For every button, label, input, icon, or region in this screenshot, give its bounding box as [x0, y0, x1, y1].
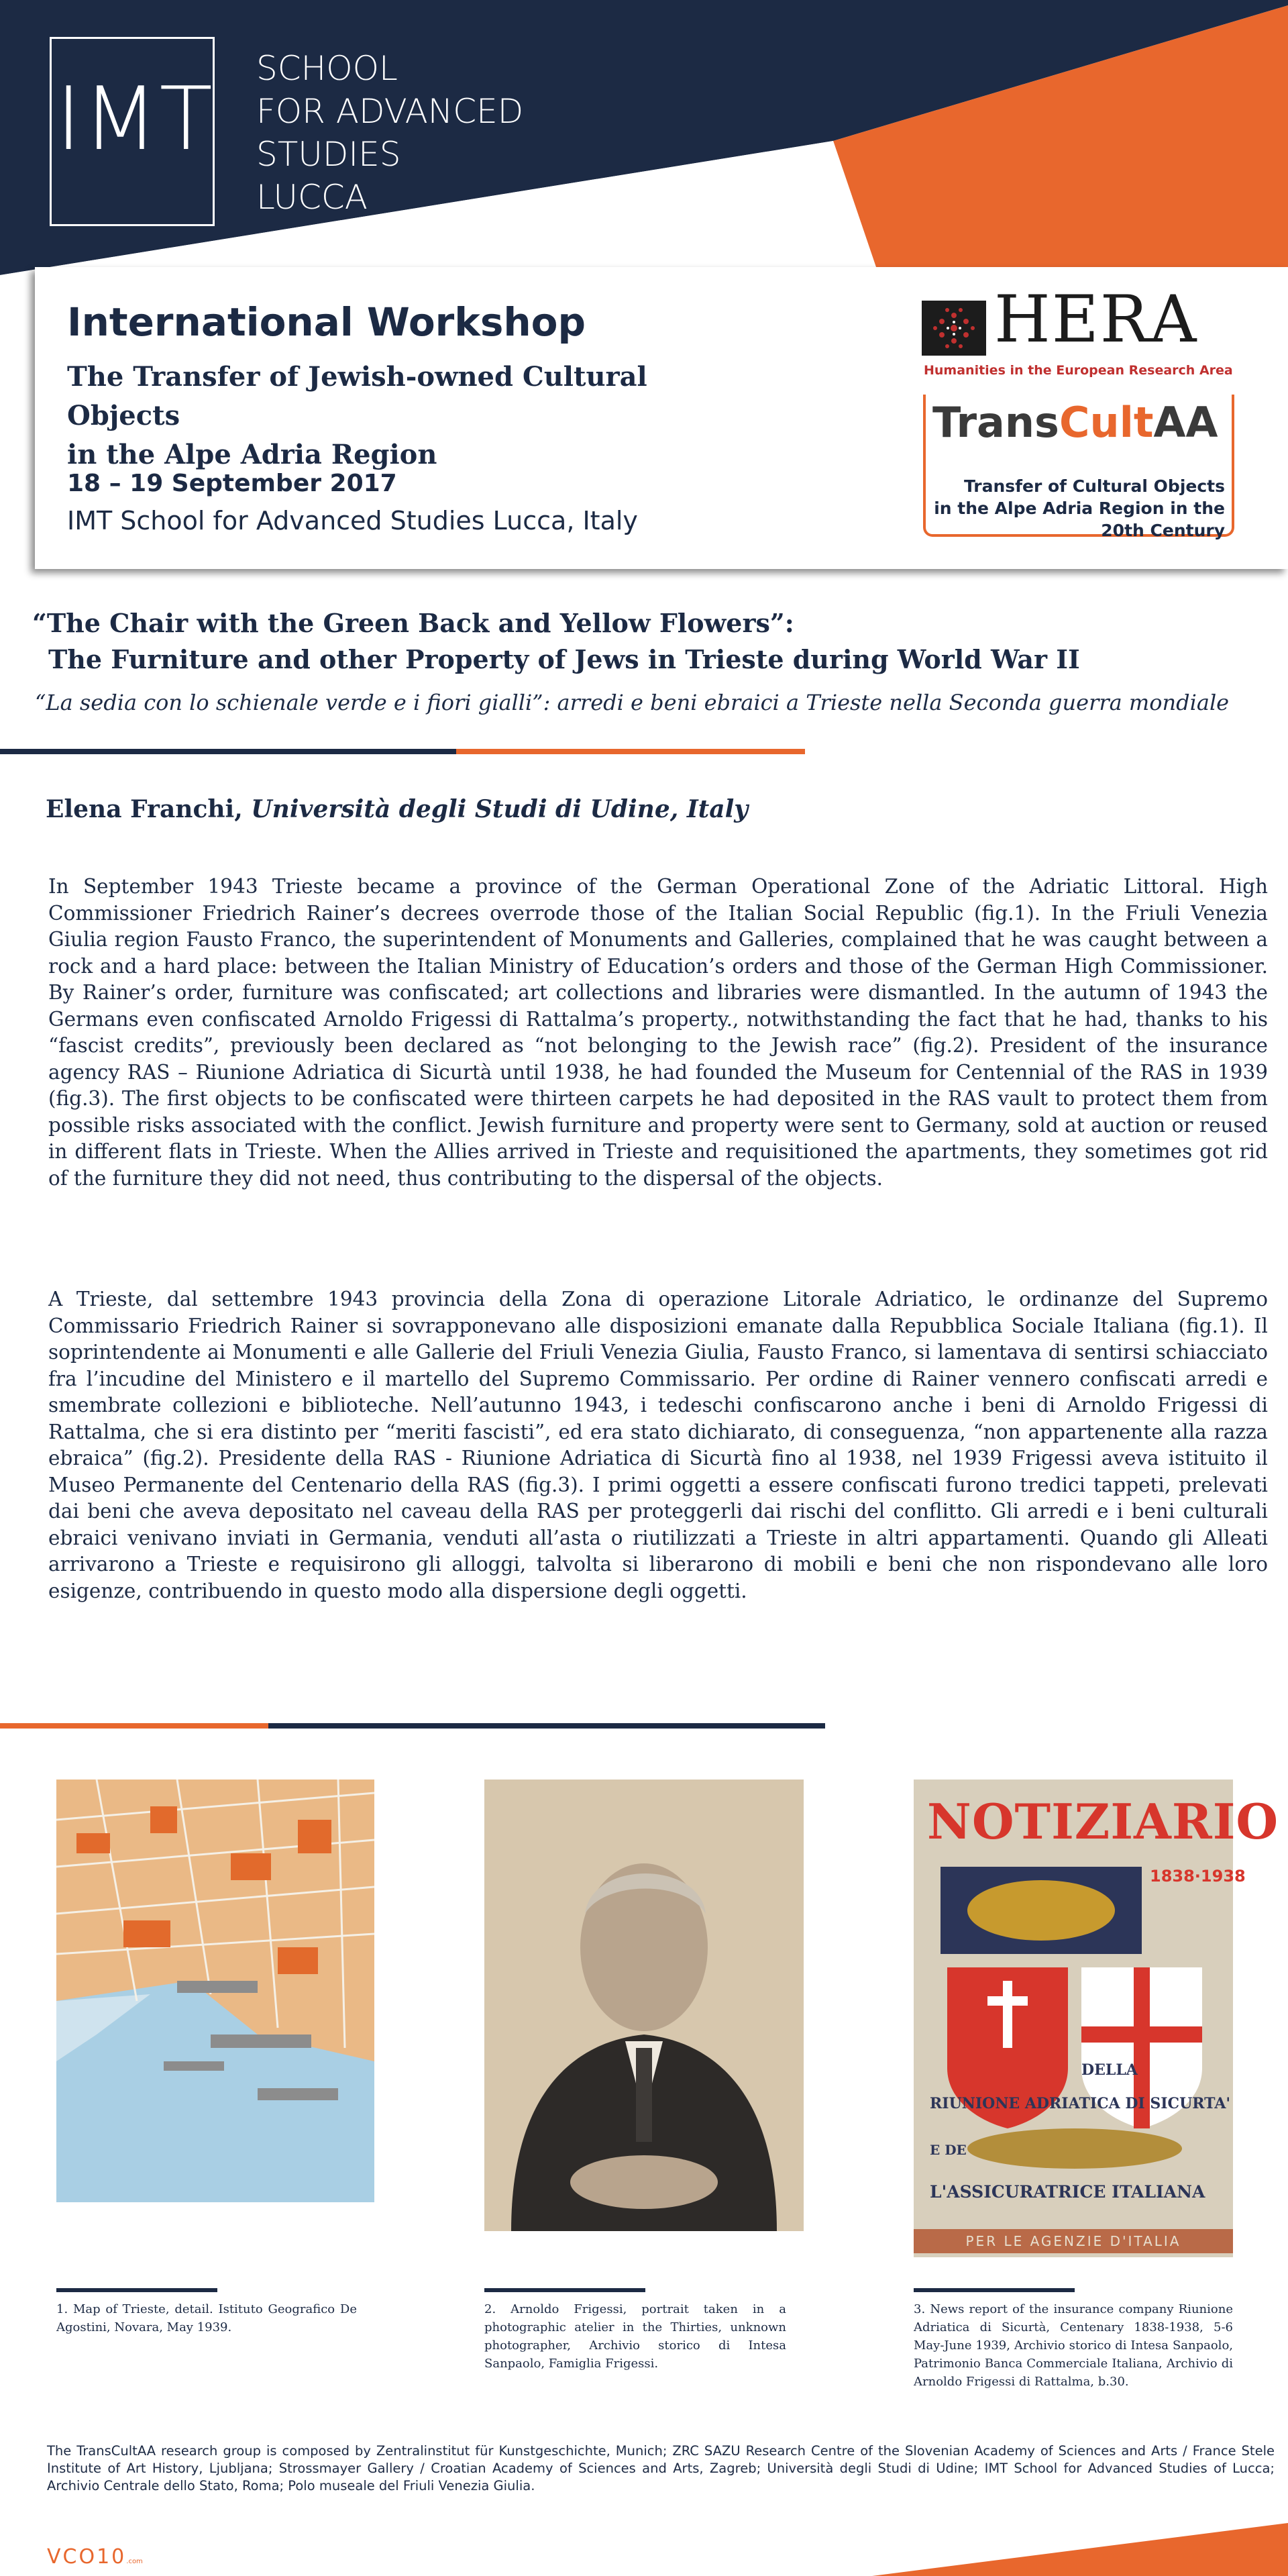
frigessi-portrait-image: [484, 1780, 804, 2231]
author: [46, 795, 748, 823]
author-affiliation: Università degli Studi di Udine, Italy: [251, 795, 749, 823]
transcult-part: Trans: [932, 398, 1059, 447]
trieste-map-image: [56, 1780, 374, 2202]
caption-rule: [914, 2288, 1075, 2292]
vco10-suffix: .com: [126, 2558, 143, 2565]
subtitle-line: in the Alpe Adria Region: [67, 439, 437, 470]
lion-shield-emblem-icon: [934, 1867, 1216, 2162]
caption-rule: [484, 2288, 645, 2292]
transcult-desc-line: 20th Century: [1101, 521, 1225, 540]
body-italian: A Trieste, dal settembre 1943 provincia della Zona di operazione Litorale Adriatico, le ordinanze del Supremo Commissario Friedrich Rainer si sovrapponevano alle disposizioni emanate dalla Repubblica Sociale Italiana (fig.1). Il soprintendente ai Monumenti e alle Gallerie del Friuli Venezia Giulia, Fausto Franco, si lamentava di sentirsi schiacciato fra l’incudine del Ministero e il martello del Supremo Commissario. Per ordine di Rainer vennero confiscati arredi e smembrate collezioni e biblioteche. Nell’autunno 1943, i tedeschi confiscarono anche i beni di Arnoldo Frigessi di Rattalma, che si era distinto per “meriti fascisti”, ed era stato dichiarato, di conseguenza, “non appartenente alla razza ebraica” (fig.2). Presidente della RAS - Riunione Adriatica di Sicurtà fino al 1938, nel 1939 Frigessi aveva istituito il Museo Permanente del Centenario della RAS (fig.3). I primi oggetti a essere confiscati furono tredici tappeti, prelevati dai beni che aveva depositato nel caveau della RAS per proteggerli dai rischi del conflitto. Gli arredi e i beni culturali ebraici venivano inviati in Germania, venduti all’asta o riutilizzati a Trieste in altri appartamenti. Quando gli Alleati arrivarono a Trieste e requisirono gli alloggi, talvolta si liberarono di mobili e beni che non rispondevano alle loro esigenze, contribuendo in questo modo alla dispersione degli oggetti.: [48, 1288, 1268, 1602]
transcult-part: AA: [1153, 398, 1218, 447]
poster-riunione: RIUNIONE ADRIATICA DI SICURTA': [930, 2095, 1231, 2112]
transcult-part: Cult: [1059, 398, 1154, 447]
school-line: FOR ADVANCED: [256, 92, 524, 131]
workshop-title: International Workshop: [67, 299, 586, 345]
transcultaa-logo: [932, 398, 1218, 447]
divider-bar-accent: [0, 1723, 268, 1729]
footer-stripe: [0, 2483, 1288, 2576]
subtitle-line: The Transfer of Jewish-owned Cultural Objects: [67, 361, 647, 431]
transcult-desc-line: in the Alpe Adria Region in the: [934, 499, 1225, 518]
notiziario-poster-image: [914, 1780, 1279, 2257]
talk-title-italian: “La sedia con lo schienale verde e i fiori gialli”: arredi e beni ebraici a Trieste nella Seconda guerra mondiale: [35, 690, 1230, 715]
talk-title-line2: The Furniture and other Property of Jews in Trieste during World War II: [48, 644, 1080, 674]
transcult-desc-line: Transfer of Cultural Objects: [963, 476, 1225, 496]
school-name: [256, 47, 523, 219]
poster-e-de: E DE: [930, 2142, 967, 2158]
poster-years: 1838·1938: [1150, 1867, 1246, 1886]
figure-caption-2: 2. Arnoldo Frigessi, portrait taken in a photographic atelier in the Thirties, unknown photographer, Archivio storico di Intesa Sanpaolo, Famiglia Frigessi.: [484, 2302, 786, 2371]
vco10-brand: VCO10: [47, 2545, 127, 2569]
workshop-card: [35, 267, 1288, 569]
poster-title: NOTIZIARIO: [927, 1793, 1279, 1850]
caption-rule: [56, 2288, 217, 2292]
poster-bottom-band: PER LE AGENZIE D'ITALIA: [914, 2229, 1233, 2253]
hera-rosette-icon: [922, 301, 986, 356]
transcultaa-description: [927, 475, 1225, 542]
figure-caption-3: 3. News report of the insurance company Riunione Adriatica di Sicurtà, Centenary 1838-1938, 5-6 May-June 1939, Archivio storico di Intesa Sanpaolo, Patrimonio Banca Commerciale Italiana, Archivio di Arnoldo Frigessi di Rattalma, b.30.: [914, 2302, 1233, 2389]
talk-title-line1: “The Chair with the Green Back and Yellow Flowers”:: [32, 608, 794, 638]
hera-logo-text: HERA: [994, 282, 1198, 357]
poster-della: DELLA: [1081, 2061, 1138, 2079]
author-name: Elena Franchi,: [46, 795, 252, 823]
divider-bar-accent: [456, 749, 805, 754]
body-english: In September 1943 Trieste became a province of the German Operational Zone of the Adriatic Littoral. High Commissioner Friedrich Rainer’s decrees overrode those of the Italian Social Republic (fig.1). In the Friuli Venezia Giulia region Fausto Franco, the superintendent of Monuments and Galleries, complained that he was caught between a rock and a hard place: between the Italian Ministry of Education’s orders and those of the German High Commissioner. By Rainer’s order, furniture was confiscated; art collections and libraries were dismantled. In the autumn of 1943 the Germans even confiscated Arnoldo Frigessi di Rattalma’s property., notwithstanding the fact that he had, thanks to his “fascist credits”, previously been declared as “not belonging to the Jewish race” (fig.2). President of the insurance agency RAS – Riunione Adriatica di Sicurtà until 1938, he had founded the Museum for Centennial of the RAS in 1939 (fig.3). The first objects to be confiscated were thirteen carpets he had deposited in the RAS vault to protect them from possible risks associated with the conflict. Jewish furniture and property were sent to Germany, sold at auction or reused in different flats in Trieste. When the Allies arrived in Trieste and requisitioned the apartments, they sometimes got rid of the furniture they did not need, thus contributing to the dispersal of the objects.: [48, 875, 1268, 1190]
poster-assicuratrice: L'ASSICURATRICE ITALIANA: [930, 2182, 1205, 2202]
workshop-subtitle: [67, 358, 738, 474]
workshop-date: 18 – 19 September 2017: [67, 470, 397, 497]
school-line: SCHOOL: [256, 49, 398, 88]
imt-logo: IMT: [56, 68, 214, 170]
school-line: LUCCA: [256, 178, 368, 217]
workshop-place: IMT School for Advanced Studies Lucca, Italy: [67, 506, 638, 535]
hera-tagline: Humanities in the European Research Area: [924, 363, 1233, 378]
footer-research-group: The TransCultAA research group is composed by Zentralinstitut für Kunstgeschichte, Munich; ZRC SAZU Research Centre of the Slovenian Academy of Sciences and Arts / France Stele Institute of Art History, Ljubljana; Strossmayer Gallery / Croatian Academy of Sciences and Arts, Zagreb; Università degli Studi di Udine; IMT School for Advanced Studies of Lucca; Archivio Centrale dello Stato, Roma; Polo museale del Friuli Venezia Giulia.: [47, 2443, 1275, 2493]
figure-caption-1: 1. Map of Trieste, detail. Istituto Geografico De Agostini, Novara, May 1939.: [56, 2302, 357, 2334]
school-line: STUDIES: [256, 135, 401, 174]
